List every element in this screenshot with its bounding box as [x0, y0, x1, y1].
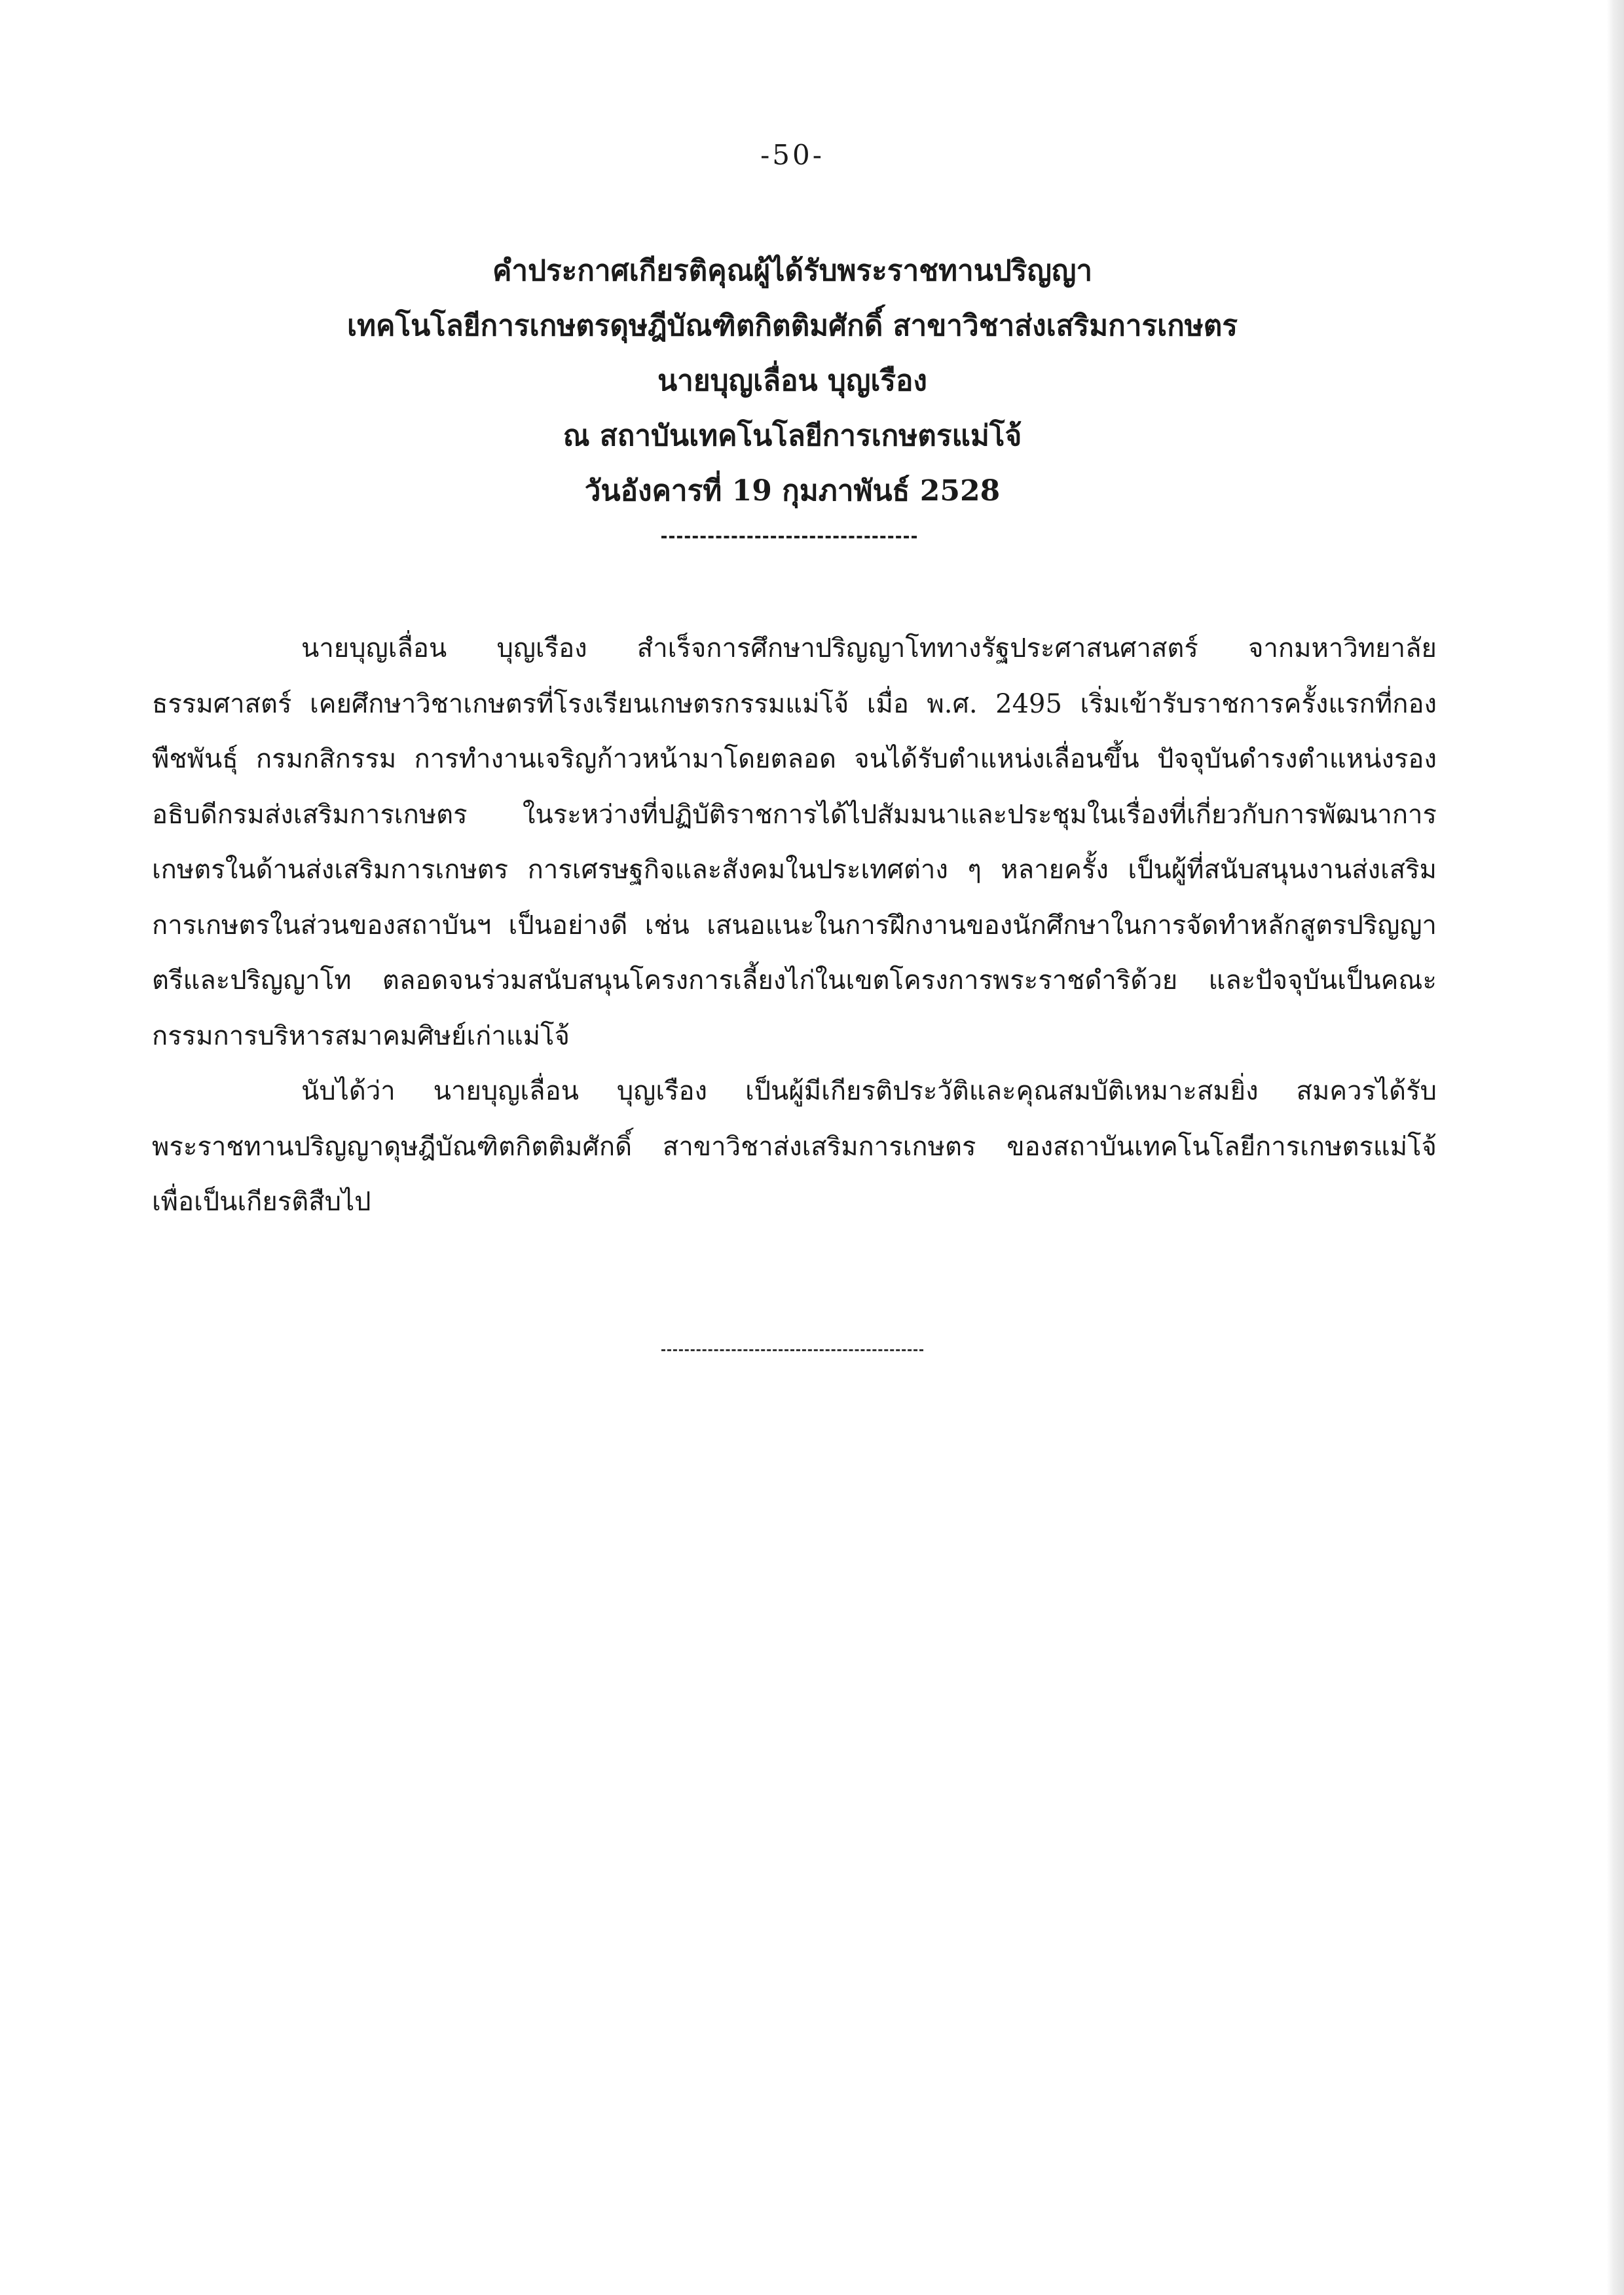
- citation-paragraph-conclusion: นับได้ว่า นายบุญเลื่อน บุญเรือง เป็นผู้มีเกียรติประวัติและคุณสมบัติเหมาะสมยิ่ง สมควรได้รับพระราชทานปริญญาดุษฎีบัณฑิตกิตติมศักดิ์ สาขาวิชาส่งเสริมการเกษตร ของสถาบันเทคโนโลยีการเกษตรแม่โจ้ เพื่อเป็นเกียรติสืบไป: [152, 1076, 1437, 1217]
- heading-degree: เทคโนโลยีการเกษตรดุษฎีบัณฑิตกิตติมศักดิ์ สาขาวิชาส่งเสริมการเกษตร: [346, 309, 1238, 343]
- heading-recipient-name: นายบุญเลื่อน บุญเรือง: [657, 364, 927, 398]
- citation-body: [152, 621, 1437, 1230]
- citation-paragraph-biography: นายบุญเลื่อน บุญเรือง สำเร็จการศึกษาปริญญาโททางรัฐประศาสนศาสตร์ จากมหาวิทยาลัยธรรมศาสตร์ เคยศึกษาวิชาเกษตรที่โรงเรียนเกษตรกรรมแม่โจ้ เมื่อ พ.ศ. 2495 เริ่มเข้ารับราชการครั้งแรกที่กองพืชพันธุ์ กรมกสิกรรม การทำงานเจริญก้าวหน้ามาโดยตลอด จนได้รับตำแหน่งเลื่อนขึ้น ปัจจุบันดำรงตำแหน่งรองอธิบดีกรมส่งเสริมการเกษตร ในระหว่างที่ปฏิบัติราชการได้ไปสัมมนาและประชุมในเรื่องที่เกี่ยวกับการพัฒนาการเกษตรในด้านส่งเสริมการเกษตร การเศรษฐกิจและสังคมในประเทศต่าง ๆ หลายครั้ง เป็นผู้ที่สนับสนุนงานส่งเสริมการเกษตรในส่วนของสถาบันฯ เป็นอย่างดี เช่น เสนอแนะในการฝึกงานของนักศึกษาในการจัดทำหลักสูตรปริญญาตรีและปริญญาโท ตลอดจนร่วมสนับสนุนโครงการเลี้ยงไก่ในเขตโครงการพระราชดำริด้วย และปัจจุบันเป็นคณะกรรมการบริหารสมาคมศิษย์เก่าแม่โจ้: [152, 633, 1437, 1051]
- announcement-heading: [0, 244, 1585, 519]
- heading-divider: [661, 536, 917, 538]
- heading-date: วันอังคารที่ 19 กุมภาพันธ์ 2528: [584, 474, 1001, 508]
- page-number: -50-: [760, 139, 824, 171]
- heading-title: คำประกาศเกียรติคุณผู้ได้รับพระราชทานปริญญา: [492, 254, 1093, 288]
- footer-divider: [661, 1349, 923, 1351]
- heading-institution: ณ สถาบันเทคโนโลยีการเกษตรแม่โจ้: [563, 419, 1022, 453]
- scan-edge-shadow: [1607, 0, 1624, 2295]
